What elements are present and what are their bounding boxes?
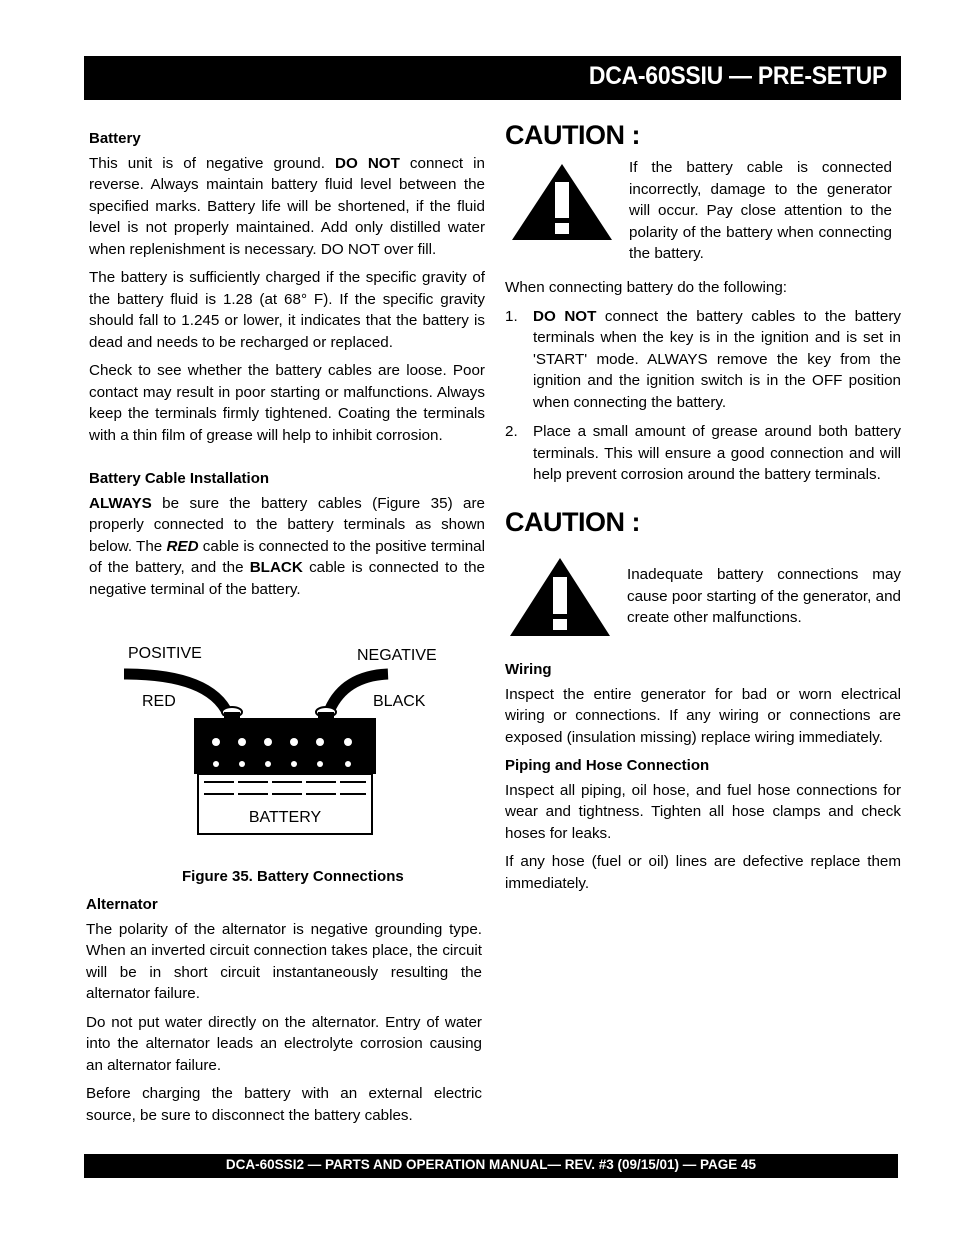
battery-diagram	[120, 636, 460, 846]
wiring-section	[505, 659, 901, 901]
page-title: DCA-60SSIU — PRE-SETUP	[588, 62, 887, 90]
piping-heading: Piping and Hose Connection	[505, 757, 710, 774]
connecting-intro: When connecting battery do the following:	[505, 279, 787, 296]
cable-section	[89, 468, 485, 607]
piping-paragraph-1: Inspect all piping, oil hose, and fuel hose connections for wear and tightness. Tighten all hose clamps and check hoses for leaks.	[505, 781, 901, 842]
alternator-section	[86, 894, 482, 1133]
connecting-section	[505, 277, 901, 494]
header-bar	[84, 56, 901, 100]
battery-paragraph-3: Check to see whether the battery cables are loose. Poor contact may result in poor starting or malfunctions. Always keep the terminals firmly tightened. Coating the terminals with a thin film of grease will help to inhibit corrosion.	[89, 362, 485, 444]
alternator-heading: Alternator	[86, 896, 158, 913]
alternator-paragraph-3: Before charging the battery with an external electric source, be sure to disconnect the battery cables.	[86, 1085, 482, 1124]
negative-label: NEGATIVE	[357, 647, 437, 664]
alternator-paragraph-2: Do not put water directly on the alternator. Entry of water into the alternator leads an electrolyte corrosion causing an alternator failure.	[86, 1013, 482, 1074]
list-item: 2. Place a small amount of grease around both battery terminals. This will ensure a good connection and will help prevent corrosion around the battery terminals.	[505, 423, 901, 483]
footer-bar	[84, 1154, 898, 1178]
caution-title-2: CAUTION :	[505, 507, 640, 537]
list-item: 1. DO NOT connect the battery cables to the battery terminals when the key is in the ignition and is set in 'START' mode. ALWAYS remove the key from the ignition and the ignition switch is in the OFF position when connecting the battery.	[505, 307, 902, 411]
battery-paragraph-2: The battery is sufficiently charged if the specific gravity of the battery fluid is 1.28 (at 68° F). If the specific gravity should fall to 1.245 or lower, it indicates that the battery is dead and needs to be recharged or replaced.	[89, 269, 485, 351]
wiring-heading: Wiring	[505, 661, 552, 678]
battery-paragraph-1: This unit is of negative ground. DO NOT connect in reverse. Always maintain battery fluid level between the specified marks. Battery life will be shortened, if the fluid level is not properly maintained. Add only distilled water when replenishment is necessary. DO NOT over fill.	[89, 154, 485, 258]
battery-label: BATTERY	[248, 809, 322, 826]
connecting-steps	[505, 306, 901, 486]
warning-icon	[510, 162, 614, 242]
red-label: RED	[142, 693, 176, 710]
caution-text-1: If the battery cable is connected incorrectly, damage to the generator will occur. Pay close attention to the polarity of the battery when connecting the battery.	[629, 159, 892, 262]
piping-paragraph-2: If any hose (fuel or oil) lines are defective replace them immediately.	[505, 853, 901, 892]
battery-section	[89, 128, 485, 453]
footer-text: DCA-60SSI2 — PARTS AND OPERATION MANUAL— REV. #3 (09/15/01) — PAGE 45	[225, 1157, 757, 1172]
alternator-paragraph-1: The polarity of the alternator is negative grounding type. When an inverted circuit connection takes place, the circuit will be in short circuit instantaneously resulting the alternator failure.	[86, 920, 482, 1002]
caution-title-1: CAUTION :	[505, 120, 640, 150]
red-cable	[124, 674, 228, 714]
figure-caption: Figure 35. Battery Connections	[182, 868, 404, 885]
battery-heading: Battery	[89, 130, 141, 147]
positive-label: POSITIVE	[128, 645, 202, 662]
cable-paragraph: ALWAYS be sure the battery cables (Figure 35) are properly connected to the battery terminals as shown below. The RED cable is connected to the positive terminal of the battery, and the BLACK cable is connected to the negative terminal of the battery.	[89, 494, 485, 598]
caution-text-2: Inadequate battery connections may cause poor starting of the generator, and create other malfunctions.	[627, 566, 901, 626]
warning-icon	[508, 556, 612, 638]
cable-heading: Battery Cable Installation	[89, 470, 270, 487]
black-label: BLACK	[373, 693, 426, 710]
wiring-paragraph: Inspect the entire generator for bad or worn electrical wiring or connections. If any wiring or connections are exposed (insulation missing) replace wiring immediately.	[505, 685, 901, 746]
